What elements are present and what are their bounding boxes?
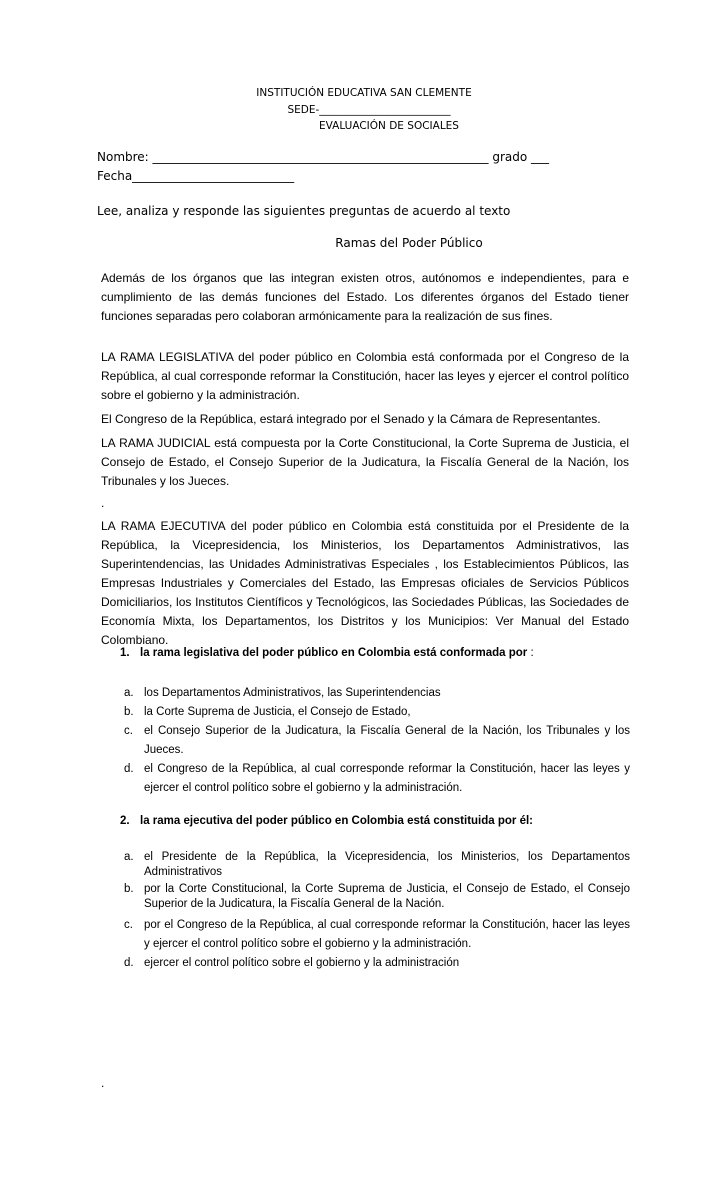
- question-1-option-d[interactable]: [124, 760, 630, 798]
- question-1: [120, 647, 534, 659]
- option-text: la Corte Suprema de Justicia, el Consejo de Estado,: [144, 706, 411, 718]
- option-letter: b.: [124, 706, 134, 718]
- reading-title: Ramas del Poder Público: [335, 236, 483, 250]
- trailing-mark: .: [101, 1076, 105, 1090]
- option-text: por la Corte Constitucional, la Corte Suprema de Justicia, el Consejo de Estado, el Consejo Superior de la Judicatura, la Fiscalía General de la Nación.: [144, 883, 630, 910]
- question-2-option-d[interactable]: [124, 954, 630, 973]
- option-letter: d.: [124, 957, 134, 969]
- option-letter: a.: [124, 851, 134, 863]
- paragraph-congreso: El Congreso de la República, estará integrado por el Senado y la Cámara de Representantes.: [101, 412, 601, 426]
- question-number: 1.: [120, 647, 130, 659]
- question-number: 2.: [120, 815, 130, 827]
- option-text: el Consejo Superior de la Judicatura, la Fiscalía General de la Nación, los Tribunales y los Jueces.: [144, 725, 630, 756]
- paragraph-legislativa: LA RAMA LEGISLATIVA del poder público en Colombia está conformada por el Congreso de la República, al cual corresponde reformar la Constitución, hacer las leyes y ejercer el control político sobre el gobierno y la administración.: [101, 350, 629, 402]
- option-text: por el Congreso de la República, al cual corresponde reformar la Constitución, hacer las leyes y ejercer el control político sobre el gobierno y la administración.: [144, 919, 630, 950]
- school-name: INSTITUCIÓN EDUCATIVA SAN CLEMENTE: [256, 87, 472, 99]
- option-text: el Presidente de la República, la Vicepresidencia, los Ministerios, los Departamentos Administrativos: [144, 851, 630, 878]
- sede-line: SEDE-_________________________: [287, 104, 451, 116]
- fecha-field[interactable]: Fecha___________________________: [97, 169, 295, 183]
- question-text: la rama ejecutiva del poder público en Colombia está constituida por él:: [140, 815, 534, 827]
- option-text: ejercer el control político sobre el gobierno y la administración: [144, 957, 460, 969]
- question-1-option-a[interactable]: [124, 684, 630, 703]
- paragraph-dot: .: [101, 496, 105, 510]
- paragraph-intro: Además de los órganos que las integran existen otros, autónomos e independientes, para e cumplimiento de las demás funciones del Estado. Los diferentes órganos del Estado tiener funciones separadas pero colaboran armónicamente para la realización de sus fines.: [101, 271, 629, 323]
- question-text: la rama legislativa del poder público en Colombia está conformada por: [140, 647, 528, 659]
- question-2-option-b[interactable]: [124, 882, 630, 912]
- question-2-option-c[interactable]: [124, 916, 630, 954]
- option-letter: b.: [124, 883, 134, 895]
- question-1-option-c[interactable]: [124, 722, 630, 760]
- nombre-field[interactable]: Nombre: ________________________________________________________ grado ___: [97, 150, 550, 164]
- option-letter: c.: [124, 919, 133, 931]
- option-text: el Congreso de la República, al cual corresponde reformar la Constitución, hacer las leyes y ejercer el control político sobre el gobierno y la administración.: [144, 763, 630, 794]
- exam-title: EVALUACIÓN DE SOCIALES: [319, 120, 459, 132]
- question-2: [120, 815, 533, 827]
- option-text: los Departamentos Administrativos, las Superintendencias: [144, 687, 441, 699]
- instruction-text: Lee, analiza y responde las siguientes preguntas de acuerdo al texto: [97, 204, 511, 218]
- question-suffix: :: [527, 647, 534, 659]
- paragraph-ejecutiva: LA RAMA EJECUTIVA del poder público en Colombia está constituida por el Presidente de la República, la Vicepresidencia, los Ministerios, los Departamentos Administrativos, las Superintendencias, las Unidades Administrativas Especiales , los Establecimientos Públicos, las Empresas Industriales y Comerciales del Estado, las Empresas oficiales de Servicios Públicos Domiciliarios, los Institutos Científicos y Tecnológicos, las Sociedades Públicas, las Sociedades de Economía Mixta, los Departamentos, los Distritos y los Municipios: Ver Manual del Estado Colombiano.: [101, 519, 629, 647]
- question-2-option-a[interactable]: [124, 850, 630, 880]
- option-letter: d.: [124, 763, 134, 775]
- paragraph-judicial: LA RAMA JUDICIAL está compuesta por la Corte Constitucional, la Corte Suprema de Justicia, el Consejo de Estado, el Consejo Superior de la Judicatura, la Fiscalía General de la Nación, los Tribunales y los Jueces.: [101, 436, 629, 488]
- option-letter: c.: [124, 725, 133, 737]
- option-letter: a.: [124, 687, 134, 699]
- question-1-option-b[interactable]: [124, 703, 630, 722]
